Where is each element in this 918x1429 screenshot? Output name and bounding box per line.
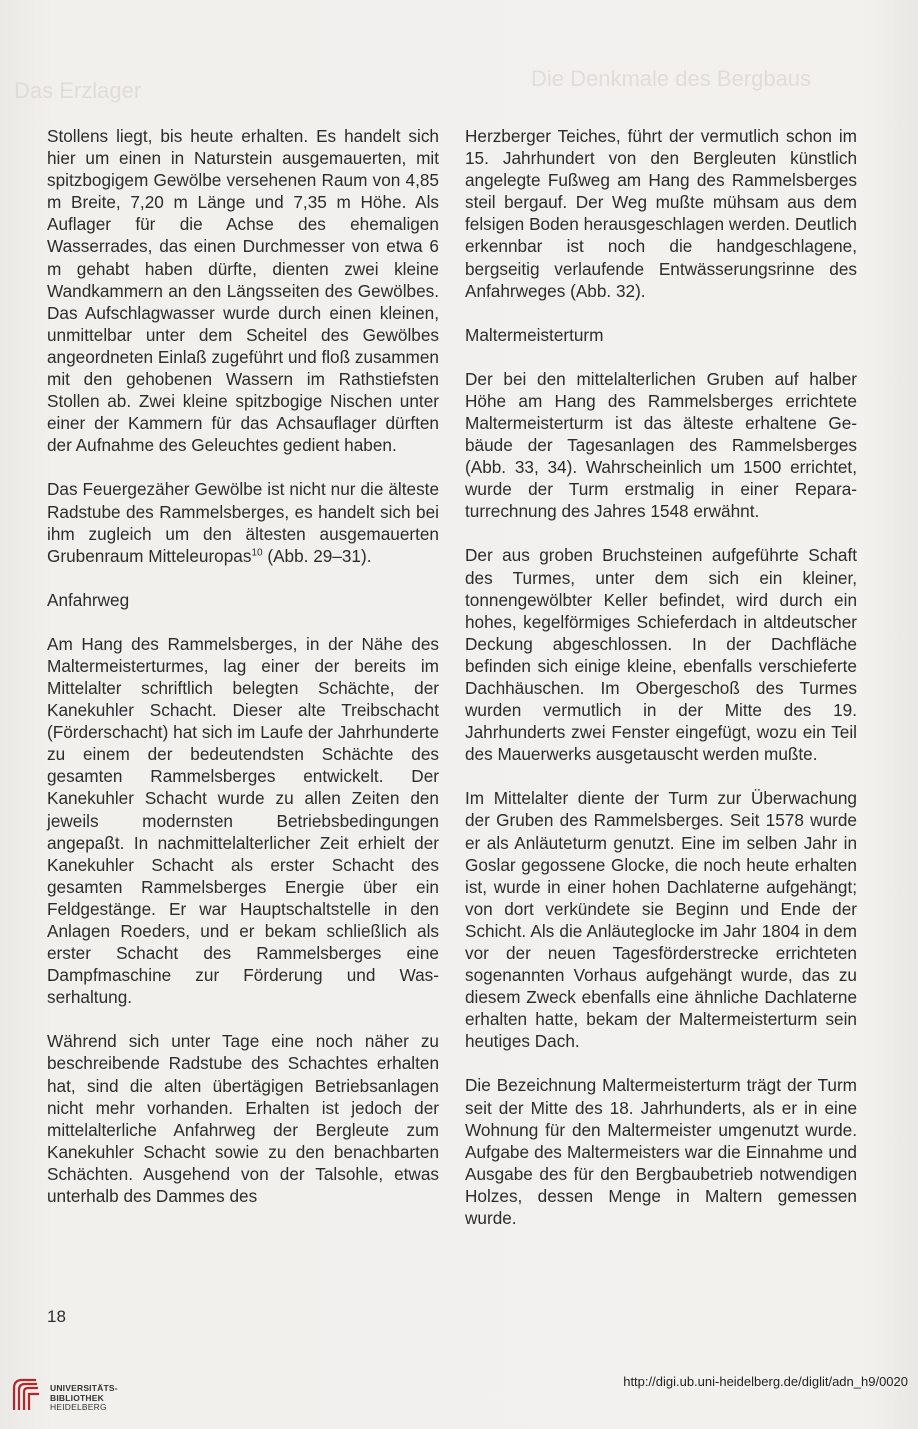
left-column bbox=[47, 125, 439, 1229]
paragraph: Die Bezeichnung Maltermeisterturm trägt der Turm seit der Mitte des 18. Jahrhunderts, als er in eine Wohnung für den Maltermeister umgenutzt wurde. Aufgabe des Maltermeisters war die Einnahme und Ausgabe des für den Bergbaubetrieb notwendigen Holzes, dessen Menge in Maltern gemessen wurde. bbox=[465, 1075, 857, 1229]
footnote-marker: 10 bbox=[251, 546, 263, 558]
section-heading: Maltermeisterturm bbox=[465, 324, 604, 345]
permalink-url[interactable]: http://digi.ub.uni-heidelberg.de/diglit/adn_h9/0020 bbox=[623, 1374, 908, 1389]
show-through-right-title: Die Denkmale des Bergbaus bbox=[531, 66, 812, 91]
logo-line: HEIDELBERG bbox=[50, 1402, 107, 1412]
paragraph-text: Das Feuergezäher Gewölbe ist nicht nur die älteste Radstube des Rammelsberges, es handelt sich bei ihm zugleich um den ältesten ausgemauerten Grubenraum Mitteleuropas bbox=[47, 479, 439, 566]
paragraph: Während sich unter Tage eine noch näher zu beschreibende Radstube des Schachtes erhalten hat, sind die alten übertägigen Betriebsanlagen nicht mehr vorhanden. Erhalten ist jedoch der mittelalterliche Anfahrweg der Bergleute zum Kanekuhler Schacht sowie zu den benachbarten Schächten. Ausgehend von der Talsohle, etwas unterhalb des Dammes des bbox=[47, 1031, 439, 1207]
paragraph: Stollens liegt, bis heute erhalten. Es handelt sich hier um einen in Naturstein ausgemauerten, mit spitzbogigem Gewölbe versehenen Raum von 4,85 m Breite, 7,20 m Länge und 7,35 m Höhe. Als Auflager für die Achse des ehemaligen Wasserrades, das einen Durchmesser von etwa 6 m gehabt haben dürfte, dienten zwei kleine Wandkammern an den Längsseiten des Gewölbes. Das Aufschlagwasser wurde durch einen kleinen, unmittelbar unter dem Scheitel des Gewölbes angeordneten Einlaß zugeführt und floß zusammen mit den gehobenen Wassern im Rathstiefsten Stollen ab. Zwei kleine spitzbogige Nischen unter einer der Kammern für das Achsauflager dürften der Aufnahme des Geleuchtes gedient haben. bbox=[47, 126, 439, 456]
paragraph: Im Mittelalter diente der Turm zur Überwachung der Gruben des Rammelsberges. Seit 1578 wurde er als Anläuteturm genutzt. Eine im selben Jahr in Goslar gegossene Glocke, die noch heute erhalten ist, wurde in einer hohen Dachlaterne aufgehängt; von dort verkündete sie Beginn und Ende der Schicht. Als die Anläuteglocke im Jahr 1804 in dem vor der neuen Tagesförderstrecke errichteten sogenannten Vorhaus aufgehängt wurde, das zu diesem Zweck ebenfalls eine ähnliche Dachlaterne erhalten hatte, bekam der Maltermeisterturm sein heutiges Dach. bbox=[465, 788, 857, 1052]
right-column bbox=[465, 125, 857, 1251]
show-through-left-title: Das Erzlager bbox=[14, 78, 142, 103]
library-logo[interactable] bbox=[10, 1374, 120, 1414]
page-number: 18 bbox=[47, 1307, 66, 1326]
figure-reference: (Abb. 29–31). bbox=[267, 545, 372, 566]
paragraph: Am Hang des Rammelsberges, in der Nähe des Maltermeisterturmes, lag einer der bereits im Mittelalter schriftlich belegten Schächte, der Kanekuhler Schacht. Dieser alte Treibschacht (Förderschacht) hat sich im Laufe der Jahrhunderte zu einem der bedeutendsten Schächte des gesamten Rammelsberges entwickelt. Der Kanekuhler Schacht wurde zu allen Zeiten den jeweils modernsten Betriebsbedingungen angepaßt. In nachmittelalterlicher Zeit erhielt der Kanekuhler Schacht als erster Schacht des gesamten Rammelsberges Energie über ein Feldgestänge. Er war Hauptschaltstelle in den Anlagen Roeders, und er bekam schließlich als erster Schacht des Rammelsberges eine Dampfmaschine zur Förderung und Wasserhaltung. bbox=[47, 633, 439, 1008]
paragraph: Der bei den mittelalterlichen Gruben auf halber Höhe am Hang des Rammelsberges errichtete Maltermeisterturm ist das älteste erhaltene Gebäude der Tagesanlagen des Rammelsberges (Abb. 33, 34). Wahrscheinlich um 1500 errichtet, wurde der Turm erstmalig in einer Reparaturrechnung des Jahres 1548 erwähnt. bbox=[465, 368, 857, 522]
paragraph: Der aus groben Bruchsteinen aufgeführte Schaft des Turmes, unter dem sich ein kleiner, tonnengewölbter Keller befindet, wird durch ein hohes, kegelförmiges Schieferdach in altdeutscher Deckung abgeschlossen. In der Dachfläche befinden sich einige kleine, ebenfalls verschieferte Dachhäuschen. Im Obergeschoß des Turmes wurden vermutlich in der Mitte des 19. Jahrhunderts zwei Fenster eingefügt, wozu ein Teil des Mauerwerks ausgetauscht werden mußte. bbox=[465, 545, 857, 765]
footer bbox=[0, 1366, 918, 1429]
logo-line: UNIVERSITÄTS- bbox=[50, 1383, 118, 1393]
section-heading: Anfahrweg bbox=[47, 589, 130, 610]
library-logo-icon bbox=[10, 1374, 44, 1414]
paragraph: Herzberger Teiches, führt der vermutlich schon im 15. Jahrhundert von den Bergleuten künstlich angelegte Fußweg am Hang des Rammelsberges steil bergauf. Der Weg mußte mühsam aus dem felsigen Boden herausgeschlagen werden. Deutlich erkennbar ist noch die handgeschlagene, bergseitig verlaufende Entwässerungsrinne des Anfahrweges (Abb. 32). bbox=[465, 126, 857, 301]
logo-line: BIBLIOTHEK bbox=[50, 1392, 104, 1403]
paragraph bbox=[47, 478, 439, 566]
library-logo-text bbox=[50, 1384, 118, 1413]
